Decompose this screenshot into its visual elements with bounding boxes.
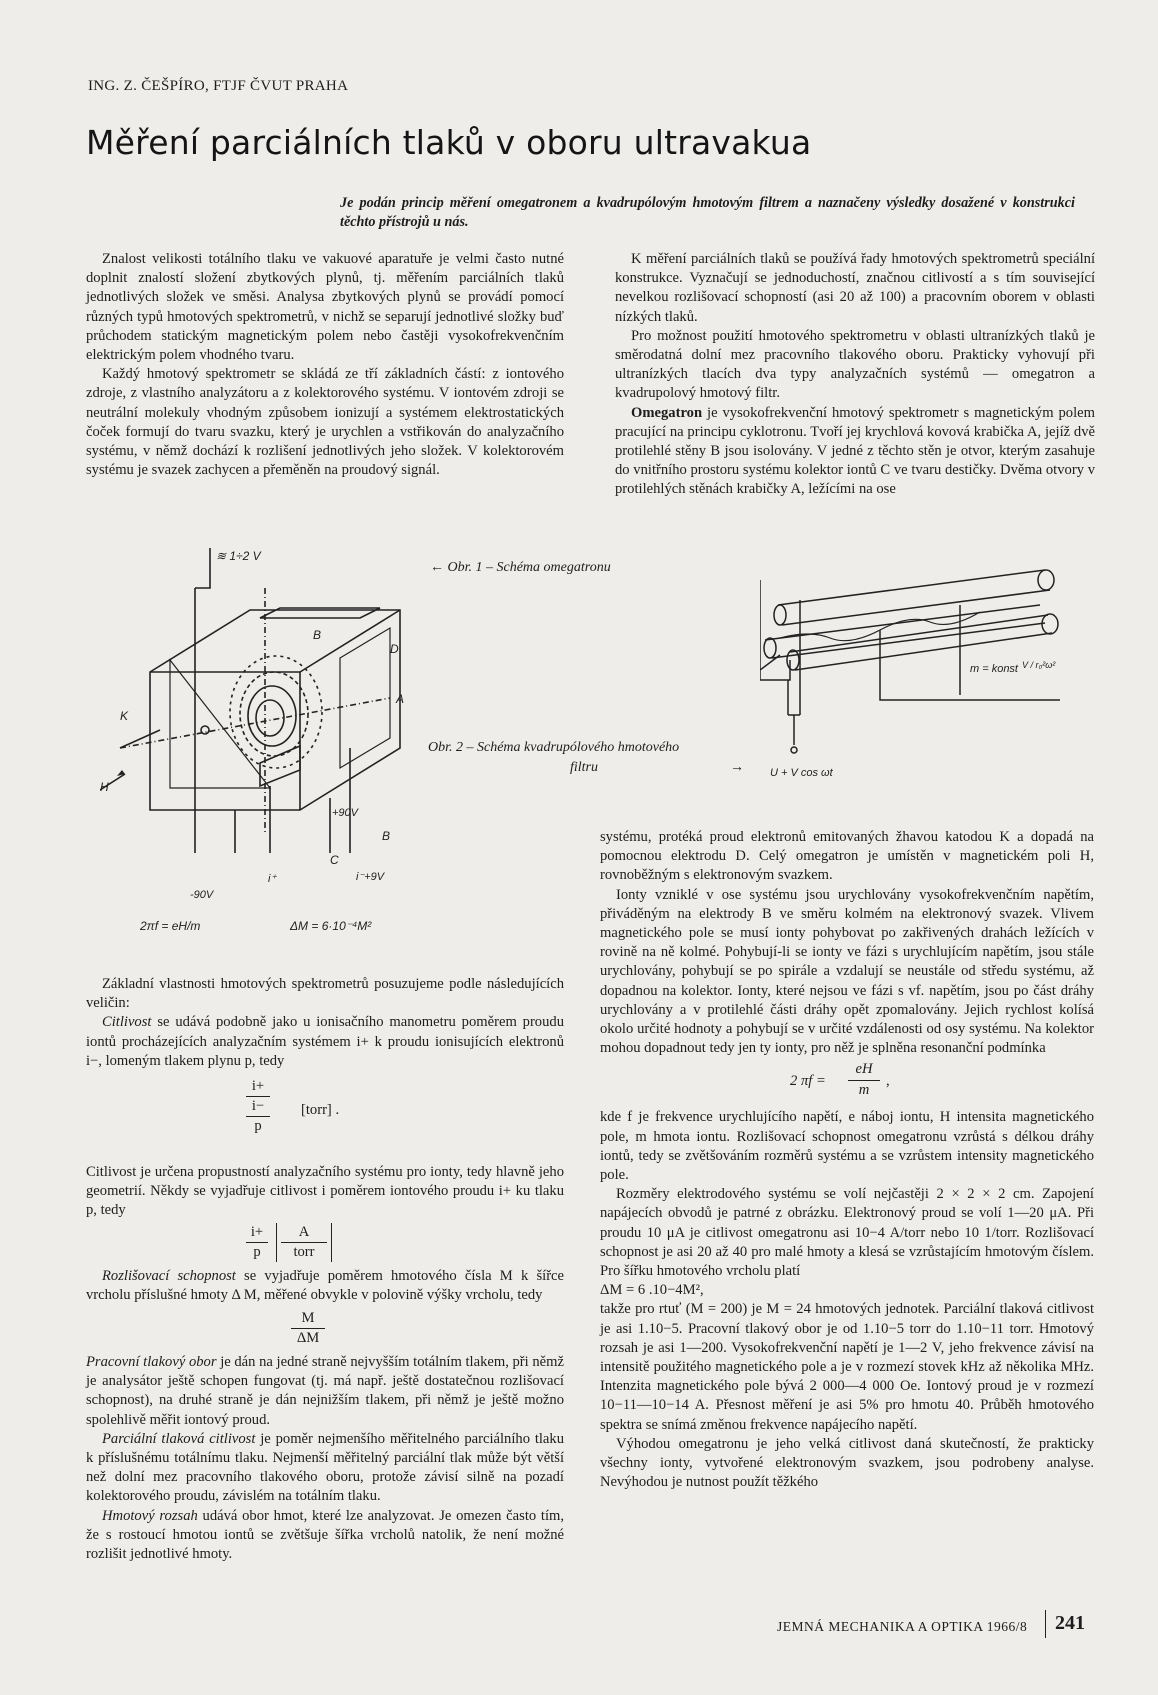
label-v-fraction: V / r₀²ω²	[1022, 660, 1056, 670]
fig1-formula-right: ΔM = 6·10⁻⁴M²	[290, 919, 372, 933]
label-minus-90v: -90V	[190, 889, 214, 901]
figure2-arrow: →	[730, 760, 744, 775]
author-line: ING. Z. ČEŠPÍRO, FTJF ČVUT PRAHA	[88, 78, 349, 94]
paragraph: Parciální tlaková citlivost je poměr nejmenšího měřitelného parciálního tlaku k příslušnému totálnímu tlaku. Nejmenší měřitelný parciální tlak může být větší než dolní mez pracovního tlakového oboru, protože závisí silně na pozadí kolektorového proudu, závislém na totálním tlaku.	[86, 1430, 564, 1505]
paragraph: systému, protéká proud elektronů emitovaných žhavou katodou K a dopadá na pomocnou elektrodu D. Celý omegatron je umístěn v magnetickém poli H, rovnoběžným s elektronovým svazkem.	[600, 829, 1094, 884]
paragraph: Pro možnost použití hmotového spektrometru v oblasti ultranízkých tlaků je směrodatná dolní mez pracovního tlakového oboru. Prakticky vyhovují při ultranízkých tlacích dva typy analyzačních systémů — omegatron a kvadrupolový hmotový filtr.	[615, 327, 1095, 402]
figure-omegatron	[100, 548, 440, 938]
paragraph: Rozměry elektrodového systému se volí nejčastěji 2 × 2 × 2 cm. Zapojení napájecích obvodů je patrné z obrázku. Elektronový proud se volí 1—20 μA. Při proudu 10 μA je citlivost omegatronu asi 10−4 A/torr nebo 10 1/torr. Rozlišovací schopnost je asi 20 až 40 pro malé hmoty a klesá se vzrůstajícím hmotovým číslem. Pro šířku hmotového vrcholu platí	[600, 1186, 1094, 1280]
right-column-top	[615, 250, 1095, 500]
paragraph: kde f je frekvence urychlujícího napětí, e náboj iontu, H intensita magnetického pole, m hmota iontu. Rozlišovací schopnost omegatronu vzrůstá s délkou dráhy iontů, tedy se zvětšováním rozměrů systému a se vzrůstem intensity magnetického pole.	[600, 1109, 1094, 1184]
paragraph: Rozlišovací schopnost se vyjadřuje poměrem hmotového čísla M k šířce vrcholu příslušné hmoty Δ M, měřené obvykle v polovině výšky vrcholu, tedy	[86, 1267, 565, 1303]
paragraph: takže pro rtuť (M = 200) je M = 24 hmotových jednotek. Parciální tlaková citlivost je asi 1.10−5. Pracovní tlakový obor je od 1.10−5 torr do 1.10−11 torr. Hmotový rozsah je asi 1—200. Vysokofrekvenční napětí je 1—2 V, jeho frekvence závisí na intensitě použitého magnetického pole a je v rozmezí stovek kHz až několika MHz. Intenzita magnetického pole bývá 2 000—4 000 Oe. Iontový proud je v rozmezí 10−11—10−14 A. Přesnost měření je asi 5% pro hmotu 40. Průběh hmotového spektra se snímá změnou frekvence napájecího napětí.	[600, 1301, 1094, 1433]
paragraph: Ionty vzniklé v ose systému jsou urychlovány vysokofrekvenčním napětím, přiváděným na elektrody B ve směru kolmém na elektronový svazek. Vlivem magnetického pole se musí ionty pohybovat po zakřivených drahách ležících v rovině na ně kolmé. Pohybují-li se ionty ve fázi s urychlujícím napětím, jsou stále urychlovány, pohybují se po spirále a vzdalují se neustále od středu systému, až dopadnou na kolektor. Ionty, které nejsou ve fázi s vf. napětím, jsou po část dráhy urychlovány a v protilehlé části dráhy opět zpomalovány. Jejich rychlost kolísá okolo určité hodnoty a pohybují se v určité vzdálenosti od osy systému. Na kolektor mohou dopadnout tedy jen ty ionty, pro něž je splněna resonanční podmínka	[600, 886, 1094, 1057]
right-column-bottom	[600, 828, 1094, 1493]
term-omegatron: Omegatron	[631, 404, 703, 421]
label-A: A	[396, 692, 405, 706]
formula-resolution: M ΔM	[86, 1305, 564, 1353]
paragraph: Citlivost se udává podobně jako u ionisačního manometru poměrem proudu iontů procházejících analyzačním systémem i+ k proudu ionisujících elektronů i−, lomeným tlakem plynu p, tedy	[86, 1014, 564, 1069]
rf-label: ≋ 1÷2 V	[216, 549, 261, 563]
formula-resonance: 2 πf = eH m ,	[790, 1061, 890, 1098]
figure2-caption-line2: filtru	[570, 760, 599, 775]
figure1-caption: ← Obr. 1 – Schéma omegatronu	[430, 560, 611, 575]
paragraph: Znalost velikosti totálního tlaku ve vakuové aparatuře je velmi často nutné doplnit znalostí složení zbytkových plynů, tj. měřením parciálních tlaků jednotlivých složek ve směsi. Analysa zbytkových plynů se provádí pomocí různých typů hmotových spektrometrů, v nichž se separují jednotlivé složky buď průchodem statickým magnetickým polem nebo častěji vysokofrekvenčním elektrickým polem vhodného tvaru.	[86, 251, 564, 364]
fig1-formula-left: 2πf = eH/m	[140, 919, 201, 933]
paragraph: K měření parciálních tlaků se používá řady hmotových spektrometrů speciální konstrukce. Vyznačují se jednoduchostí, značnou citlivostí a s tím související nevelkou rozlišovací schopností (asi 20 až 100) a pracovním oborem v oblasti nízkých tlaků.	[615, 251, 1095, 325]
label-electron-current: i⁻+9V	[356, 871, 385, 883]
page-number: 241	[1055, 1612, 1085, 1634]
formula-sensitivity: i+ i− p [torr] .	[86, 1071, 564, 1163]
formula-peak-width: ΔM = 6 .10−4M²,	[600, 1282, 704, 1299]
footer-divider	[1045, 1610, 1046, 1638]
formula-sensitivity-2: i+ p A torr	[86, 1221, 564, 1267]
figure-quadrupole	[760, 560, 1070, 800]
paragraph: Výhodou omegatronu je jeho velká citlivost daná skutečností, že prakticky všechny ionty, vytvořené elektronovým svazkem, jsou podrobeny analyse. Nevýhodou je nutnost použít těžkého	[600, 1435, 1094, 1491]
paragraph: Základní vlastnosti hmotových spektrometrů posuzujeme podle následujících veličin:	[86, 976, 564, 1012]
label-ion-current: i⁺	[268, 873, 277, 885]
paragraph: Omegatron je vysokofrekvenční hmotový spektrometr s magnetickým polem pracující na principu cyklotronu. Tvoří jej krychlová kovová krabička A, jejíž dvě protilehlé stěny B jsou isolovány. V jedné z těchto stěn je otvor, kterým zasahuje do vnitřního prostoru systému kolektor iontů C ve tvaru destičky. Dvěma otvory v protilehlých stěnách krabičky A, ležícími na ose	[615, 404, 1095, 498]
label-plus-90v: +90V	[332, 807, 358, 819]
journal-footer: JEMNÁ MECHANIKA A OPTIKA 1966/8	[777, 1619, 1028, 1634]
figure2-caption-line1: Obr. 2 – Schéma kvadrupólového hmotového	[428, 740, 680, 755]
left-column-top	[86, 250, 564, 480]
label-B: B	[313, 628, 322, 642]
paragraph: Hmotový rozsah udává obor hmot, které lze analyzovat. Je omezen často tím, že s rostoucí hmotou iontů se zvětšuje šířka vrcholů natolik, že není možné rozlišit jednotlivé hmoty.	[86, 1507, 565, 1563]
paragraph: Každý hmotový spektrometr se skládá ze tří základních částí: z iontového zdroje, z vlastního analyzátoru a z kolektorového systému. V iontovém zdroji se neutrální molekuly vhodným způsobem ionizují a systémem elektrostatických čoček formují do tvaru svazku, který je urychlen a vstřikován do analyzačního systému, v němž dochází k rozlišení jednotlivých jeho složek. V kolektorovém systému je svazek zachycen a přeměněn na proudový signál.	[86, 366, 564, 479]
left-column-bottom	[86, 975, 564, 1564]
label-m-konst: m = konst	[970, 663, 1018, 675]
label-K: K	[120, 709, 129, 723]
paragraph: Pracovní tlakový obor je dán na jedné straně nejvyšším totálním tlakem, při němž je analysátor ještě schopen fungovat (tj. má např. ještě dostatečnou rozlišovací schopnost), na druhé straně je dán nejnižším tlakem, při němž je ještě možno spolehlivě měřit iontový proud.	[86, 1354, 564, 1428]
label-C: C	[330, 853, 339, 867]
label-D: D	[390, 642, 399, 656]
label-supply-voltage: U + V cos ωt	[770, 767, 833, 779]
label-B2: B	[382, 829, 391, 843]
paragraph: Citlivost je určena propustností analyzačního systému pro ionty, tedy hlavně jeho geometrií. Někdy se vyjadřuje citlivost i poměrem iontového proudu i+ ku tlaku p, tedy	[86, 1164, 564, 1219]
label-H: H	[100, 780, 109, 794]
article-title: Měření parciálních tlaků v oboru ultravakua	[86, 123, 812, 162]
abstract: Je podán princip měření omegatronem a kvadrupólovým hmotovým filtrem a naznačeny výsledky dosažené v konstrukci těchto přístrojů u nás.	[340, 195, 1075, 230]
